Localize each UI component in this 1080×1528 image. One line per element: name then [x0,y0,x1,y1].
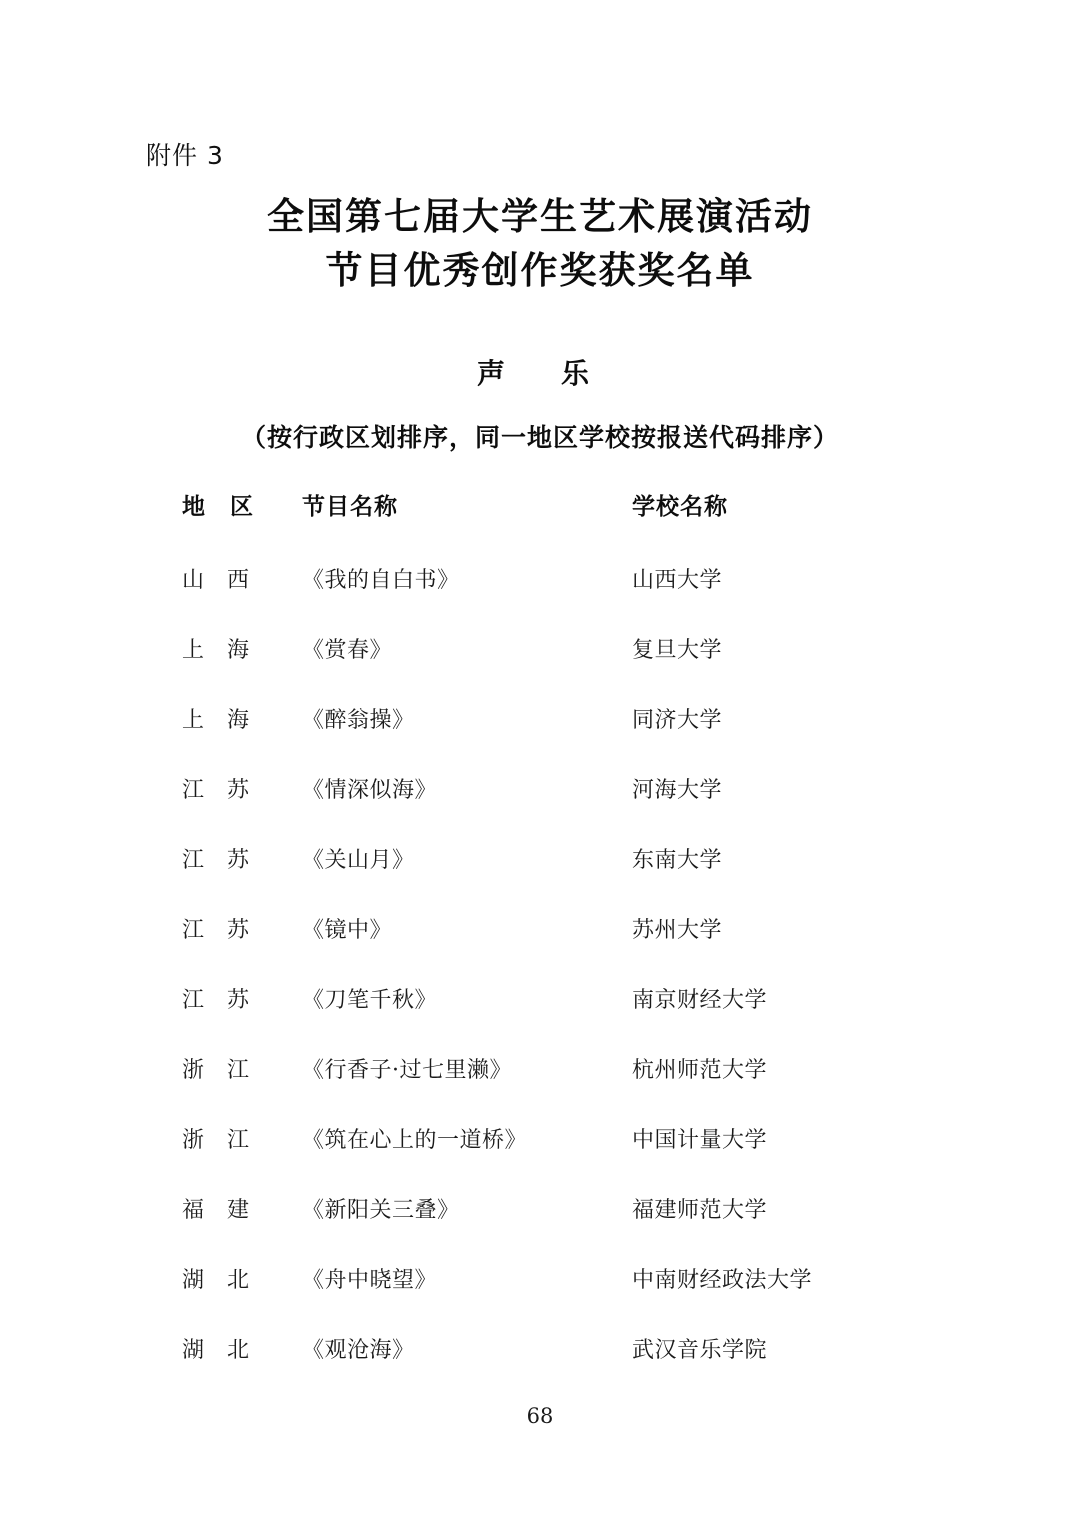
cell-region: 浙 江 [182,1128,250,1153]
table-row [182,983,922,1053]
table-row [182,703,922,773]
cell-program: 《筑在心上的一道桥》 [302,1128,528,1153]
cell-school: 南京财经大学 [632,988,768,1013]
cell-region: 江 苏 [182,778,250,803]
page-title-line-1: 全国第七届大学生艺术展演活动 [267,194,813,238]
table-row [182,773,922,843]
cell-school: 杭州师范大学 [632,1058,768,1083]
cell-program: 《我的自白书》 [302,568,460,593]
table-row [182,1193,922,1263]
cell-school: 同济大学 [632,708,723,733]
cell-school: 复旦大学 [632,638,723,663]
table-header-row [182,488,922,563]
page-number: 68 [526,1404,554,1428]
page-title [0,190,1080,297]
award-list-table [182,488,922,1403]
cell-school: 山西大学 [632,568,723,593]
cell-program: 《刀笔千秋》 [302,988,438,1013]
cell-region: 福 建 [182,1198,250,1223]
attachment-label: 附件 3 [146,141,224,170]
column-header-school: 学校名称 [632,493,728,520]
cell-school: 东南大学 [632,848,723,873]
cell-program: 《观沧海》 [302,1338,415,1363]
cell-program: 《醉翁操》 [302,708,415,733]
cell-program: 《关山月》 [302,848,415,873]
section-note: （按行政区划排序，同一地区学校按报送代码排序） [240,423,839,452]
cell-region: 湖 北 [182,1268,250,1293]
column-header-region: 地 区 [182,493,254,520]
cell-school: 武汉音乐学院 [632,1338,768,1363]
cell-school: 河海大学 [632,778,723,803]
cell-school: 苏州大学 [632,918,723,943]
cell-program: 《舟中晓望》 [302,1268,438,1293]
table-row [182,843,922,913]
table-row [182,913,922,983]
cell-school: 福建师范大学 [632,1198,768,1223]
cell-program: 《赏春》 [302,638,393,663]
cell-program: 《情深似海》 [302,778,438,803]
cell-program: 《新阳关三叠》 [302,1198,460,1223]
cell-region: 上 海 [182,708,250,733]
table-row [182,1053,922,1123]
cell-region: 山 西 [182,568,250,593]
cell-program: 《镜中》 [302,918,393,943]
table-row [182,563,922,633]
cell-school: 中南财经政法大学 [632,1268,813,1293]
cell-region: 江 苏 [182,848,250,873]
cell-region: 江 苏 [182,918,250,943]
column-header-program: 节目名称 [302,493,398,520]
table-row [182,633,922,703]
cell-program: 《行香子·过七里濑》 [302,1058,512,1083]
cell-region: 江 苏 [182,988,250,1013]
cell-region: 湖 北 [182,1338,250,1363]
cell-school: 中国计量大学 [632,1128,768,1153]
cell-region: 浙 江 [182,1058,250,1083]
table-row [182,1263,922,1333]
table-row [182,1123,922,1193]
page-title-line-2: 节目优秀创作奖获奖名单 [325,247,755,292]
section-title: 声 乐 [476,357,603,390]
table-row [182,1333,922,1403]
table-body [182,563,922,1403]
cell-region: 上 海 [182,638,250,663]
